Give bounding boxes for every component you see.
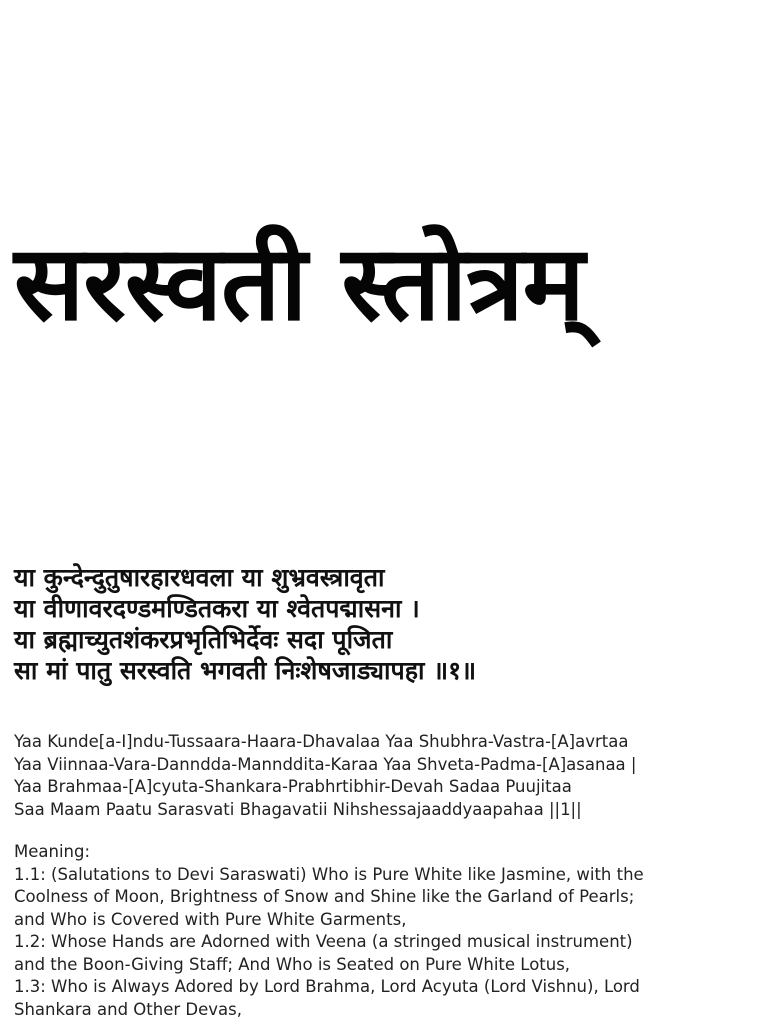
verse-line: या वीणावरदण्डमण्डितकरा या श्वेतपद्मासना । — [14, 594, 420, 623]
page-title: सरस्वती स्तोत्रम् — [14, 222, 584, 344]
meaning-line: 1.1: (Salutations to Devi Saraswati) Who is Pure White like Jasmine, with the — [14, 864, 644, 884]
sanskrit-verse — [14, 562, 754, 686]
transliteration-line: Saa Maam Paatu Sarasvati Bhagavatii Nihshessajaaddyaapahaa ||1|| — [14, 799, 582, 819]
meaning-line: and the Boon-Giving Staff; And Who is Seated on Pure White Lotus, — [14, 954, 571, 974]
transliteration-line: Yaa Viinnaa-Vara-Danndda-Mannddita-Karaa Yaa Shveta-Padma-[A]asanaa | — [14, 754, 637, 774]
transliteration-line: Yaa Brahmaa-[A]cyuta-Shankara-Prabhrtibhir-Devah Sadaa Puujitaa — [14, 777, 572, 796]
verse-line: सा मां पातु सरस्वति भगवती निःशेषजाड्यापहा ॥१॥ — [14, 656, 477, 685]
transliteration-line: Yaa Kunde[a-I]ndu-Tussaara-Haara-Dhavalaa Yaa Shubhra-Vastra-[A]avrtaa — [14, 732, 629, 751]
meaning-section — [14, 841, 762, 1021]
meaning-heading: Meaning: — [14, 842, 91, 861]
verse-line: या कुन्देन्दुतुषारहारधवला या शुभ्रवस्त्रावृता — [14, 563, 385, 592]
transliteration — [14, 731, 759, 821]
meaning-line: Coolness of Moon, Brightness of Snow and Shine like the Garland of Pearls; — [14, 887, 635, 906]
meaning-line: Shankara and Other Devas, — [14, 999, 242, 1019]
meaning-line: 1.2: Whose Hands are Adorned with Veena (a stringed musical instrument) — [14, 932, 633, 951]
meaning-line: 1.3: Who is Always Adored by Lord Brahma, Lord Acyuta (Lord Vishnu), Lord — [14, 977, 640, 996]
meaning-line: and Who is Covered with Pure White Garments, — [14, 909, 407, 929]
verse-line: या ब्रह्माच्युतशंकरप्रभृतिभिर्देवः सदा पूजिता — [14, 625, 393, 654]
